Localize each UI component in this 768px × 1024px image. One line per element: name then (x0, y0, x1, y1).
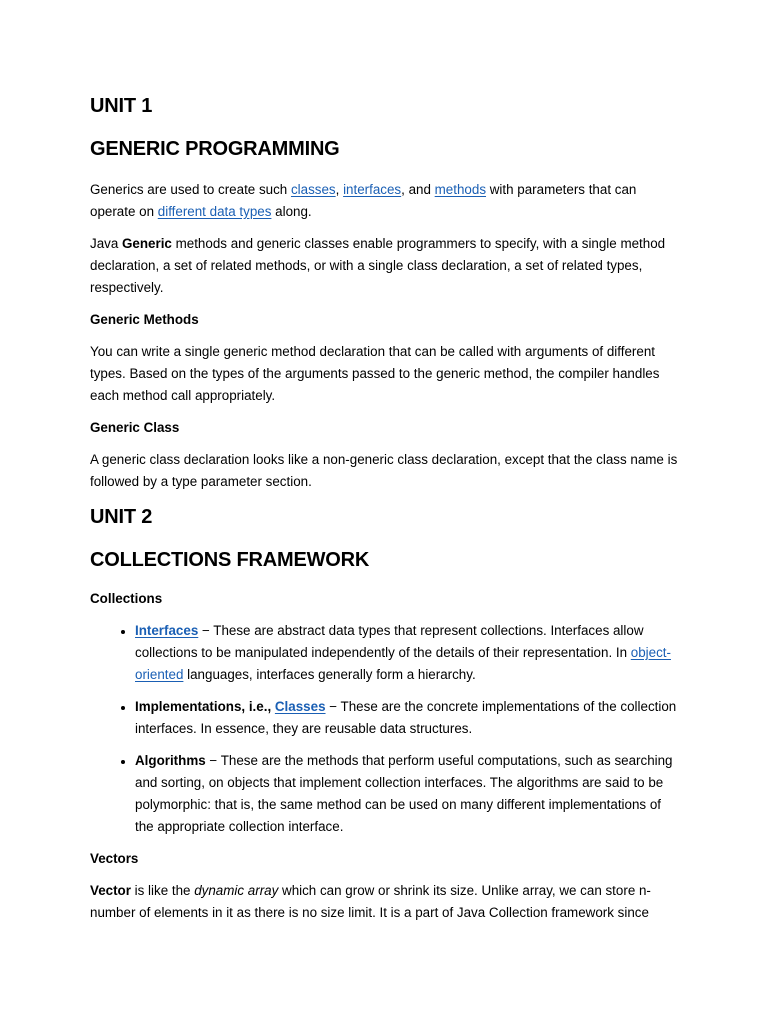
algorithms-bold-term: Algorithms (135, 753, 206, 768)
object-oriented-link[interactable]: object-oriented (135, 645, 671, 682)
classes-bold-link[interactable]: Classes (274, 699, 326, 714)
classes-link[interactable]: classes (290, 182, 336, 197)
bullet-text: − These are the concrete implementations of the collection interfaces. In essence, they are reusable data structures. (135, 699, 677, 736)
generic-methods-paragraph: You can write a single generic method declaration that can be called with arguments of different types. Based on the types of the arguments passed to the generic method, the compiler handles each method call appropriately. (90, 344, 660, 403)
intro-text: , and (401, 182, 435, 197)
dynamic-array-italic: dynamic array (194, 883, 279, 898)
generic-class-paragraph: A generic class declaration looks like a non-generic class declaration, except that the class name is followed by a type parameter section. (90, 452, 678, 489)
bullet-text: languages, interfaces generally form a hierarchy. (183, 667, 476, 682)
collections-bullet-list (90, 620, 682, 838)
vector-text: is like the (130, 883, 195, 898)
different-data-types-link[interactable]: different data types (157, 204, 272, 219)
java-text: methods and generic classes enable programmers to specify, with a single method declaration, a set of related methods, or with a single class declaration, a set of related types, respectively. (90, 236, 666, 295)
vector-bold-term: Vector (90, 883, 131, 898)
intro-text: Generics are used to create such (90, 182, 291, 197)
java-text: Java (90, 236, 123, 251)
generic-class-heading: Generic Class (90, 420, 180, 435)
document-content (90, 92, 682, 934)
intro-text: with parameters that can operate on (90, 182, 637, 219)
generics-intro-paragraph (90, 179, 682, 223)
collections-framework-title: COLLECTIONS FRAMEWORK (90, 549, 370, 571)
implementations-bold-term: Implementations, i.e., (135, 699, 275, 714)
methods-link[interactable]: methods (434, 182, 487, 197)
vectors-heading: Vectors (90, 851, 139, 866)
collections-heading: Collections (90, 591, 163, 606)
interfaces-bold-link[interactable]: Interfaces (135, 623, 199, 638)
intro-text: along. (271, 204, 312, 219)
generic-bold-term: Generic (122, 236, 172, 251)
generic-programming-title: GENERIC PROGRAMMING (90, 138, 340, 160)
vector-paragraph (90, 880, 682, 924)
list-item-algorithms (135, 750, 682, 838)
bullet-text: − These are the methods that perform useful computations, such as searching and sorting, on objects that implement collection interfaces. The algorithms are said to be polymorphic: that is, the same method can be used on many different implementations of the appropriate collection interface. (135, 753, 673, 834)
bullet-text: − These are abstract data types that represent collections. Interfaces allow collections to be manipulated independently of the details of their representation. In (135, 623, 644, 660)
intro-text: , (335, 182, 344, 197)
unit1-heading: UNIT 1 (90, 95, 153, 117)
unit2-heading: UNIT 2 (90, 506, 153, 528)
java-generic-paragraph (90, 233, 682, 299)
interfaces-link[interactable]: interfaces (343, 182, 402, 197)
vector-text: which can grow or shrink its size. Unlike array, we can store n-number of elements in it as there is no size limit. It is a part of Java Collection framework since (90, 883, 651, 920)
generic-methods-heading: Generic Methods (90, 312, 199, 327)
list-item-implementations (135, 696, 682, 740)
list-item-interfaces (135, 620, 682, 686)
